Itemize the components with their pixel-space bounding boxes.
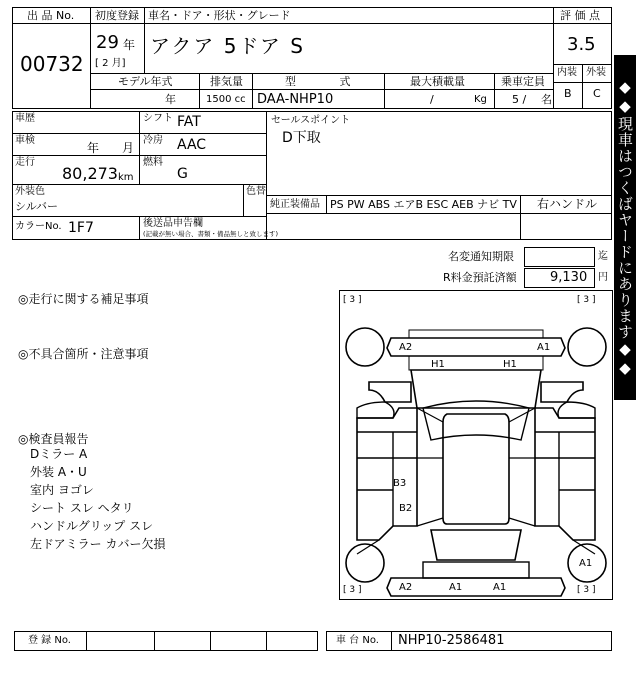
shaken-month-unit: 月 (122, 141, 135, 155)
damage-mark: A2 (399, 342, 413, 353)
capacity: 5 / (512, 93, 527, 106)
displacement: 1500 cc (206, 94, 246, 105)
damage-mark: A1 (493, 582, 507, 593)
inspector-line: Dミラー A (30, 447, 88, 461)
fuel-label: 燃料 (143, 157, 163, 168)
registration-year: 29 (96, 32, 119, 53)
post-item-label: 後送品申告欄 (143, 218, 203, 229)
shaken-year-unit: 年 (87, 141, 100, 155)
driving-notes-title: ◎走行に関する補足事項 (18, 292, 149, 306)
lot-number-label: 出 品 No. (27, 9, 75, 22)
name-change-label: 名変通知期限 (448, 250, 514, 263)
max-load: / (430, 93, 434, 106)
rear-bumper (387, 578, 565, 596)
mileage: 80,273 (62, 164, 118, 183)
wheel-rear-left (346, 544, 384, 582)
damage-mark: H1 (503, 359, 517, 370)
front-fender-left (369, 382, 411, 402)
color-label: 外装色 (15, 186, 45, 197)
model-year-label: モデル年式 (118, 75, 173, 88)
name-change-value (524, 247, 595, 267)
wheel-front-right (568, 328, 606, 366)
damage-mark: A1 (537, 342, 551, 353)
damage-mark: A1 (579, 558, 593, 569)
registration-number-label: 登 録 No. (28, 635, 71, 646)
exterior-label: 外装 (586, 67, 606, 78)
registration-year-unit: 年 (123, 38, 136, 52)
corner-label-br: [ 3 ] (577, 585, 596, 595)
sales-point-label: セールスポイント (271, 115, 351, 126)
car-name-label: 車名・ドア・形状・グレード (148, 9, 291, 22)
mileage-unit: km (118, 172, 134, 183)
first-registration-label: 初度登録 (95, 9, 139, 22)
inspector-line: 外装 A・U (30, 465, 87, 479)
interior-label: 内装 (557, 67, 577, 78)
shift-label: シフト (143, 113, 173, 124)
damage-mark: B3 (393, 478, 407, 489)
wheel-front-left (346, 328, 384, 366)
corner-label-tl: [ 3 ] (343, 295, 362, 305)
recycle-amount: 9,130 (550, 270, 588, 285)
door-left (357, 408, 417, 540)
name-change-unit: 迄 (598, 251, 608, 262)
registration-month: [ 2 月] (95, 58, 126, 69)
damage-mark: H1 (431, 359, 445, 370)
inspector-line: 室内 ヨゴレ (30, 483, 94, 497)
equipment: PS PW ABS エアB ESC AEB ナビ TV (330, 198, 517, 211)
post-item-note: (記載が無い場合、書類・備品無しと致します) (143, 230, 279, 238)
ac: AAC (177, 137, 207, 153)
door-right (535, 408, 595, 540)
exterior-score: C (593, 87, 601, 100)
mileage-label: 走行 (15, 157, 35, 168)
chassis-number: NHP10-2586481 (398, 633, 505, 648)
recolor-label: 色替 (246, 186, 266, 197)
corner-label-tr: [ 3 ] (577, 295, 596, 305)
hood (411, 370, 541, 408)
damage-mark: A1 (449, 582, 463, 593)
sales-point: D下取 (282, 130, 321, 146)
score-value: 3.5 (567, 34, 596, 55)
corner-label-bl: [ 3 ] (343, 585, 362, 595)
capacity-label: 乗車定員 (501, 75, 545, 88)
ac-label: 冷房 (143, 135, 163, 146)
recycle-label: R料金預託済額 (443, 271, 517, 284)
rear-hatch (431, 530, 521, 560)
model-type: DAA-NHP10 (257, 92, 334, 107)
damage-mark: A2 (399, 582, 413, 593)
chassis-number-label: 車 台 No. (336, 635, 379, 646)
inspector-line: ハンドルグリップ スレ (30, 519, 154, 533)
max-load-unit: Kg (474, 94, 487, 105)
defect-notes-title: ◎不具合箇所・注意事項 (18, 347, 149, 361)
shaken-label: 車検 (15, 135, 35, 146)
color-number-label: カラーNo. (15, 221, 62, 232)
history-label: 車歴 (15, 113, 35, 124)
inspector-line: 左ドアミラー カバー欠損 (30, 537, 166, 551)
inspector-title: ◎検査員報告 (18, 432, 89, 446)
car-name: アクア 5ドア S (150, 34, 305, 58)
type-label: 型 式 (285, 75, 351, 88)
front-fender-right (541, 382, 583, 402)
interior-score: B (564, 87, 572, 100)
recycle-unit: 円 (598, 272, 608, 283)
color-number: 1F7 (68, 220, 94, 236)
yard-location-banner: ◆◆現車はつくばヤードにあります◆◆ (614, 55, 636, 400)
capacity-unit: 名 (541, 93, 552, 106)
handle-side: 右ハンドル (537, 197, 598, 211)
shift: FAT (177, 114, 201, 130)
lot-number: 00732 (20, 52, 84, 76)
inspector-line: シート スレ ヘタリ (30, 501, 134, 515)
car-damage-diagram (339, 290, 613, 600)
equipment-label: 純正装備品 (270, 199, 320, 210)
fuel: G (177, 166, 188, 182)
color: シルバー (15, 200, 58, 213)
damage-mark: B2 (399, 503, 413, 514)
displacement-label: 排気量 (210, 75, 243, 88)
model-year-unit: 年 (165, 93, 176, 106)
score-label: 評 価 点 (560, 9, 600, 22)
roof (443, 414, 509, 524)
max-load-label: 最大積載量 (410, 75, 465, 88)
